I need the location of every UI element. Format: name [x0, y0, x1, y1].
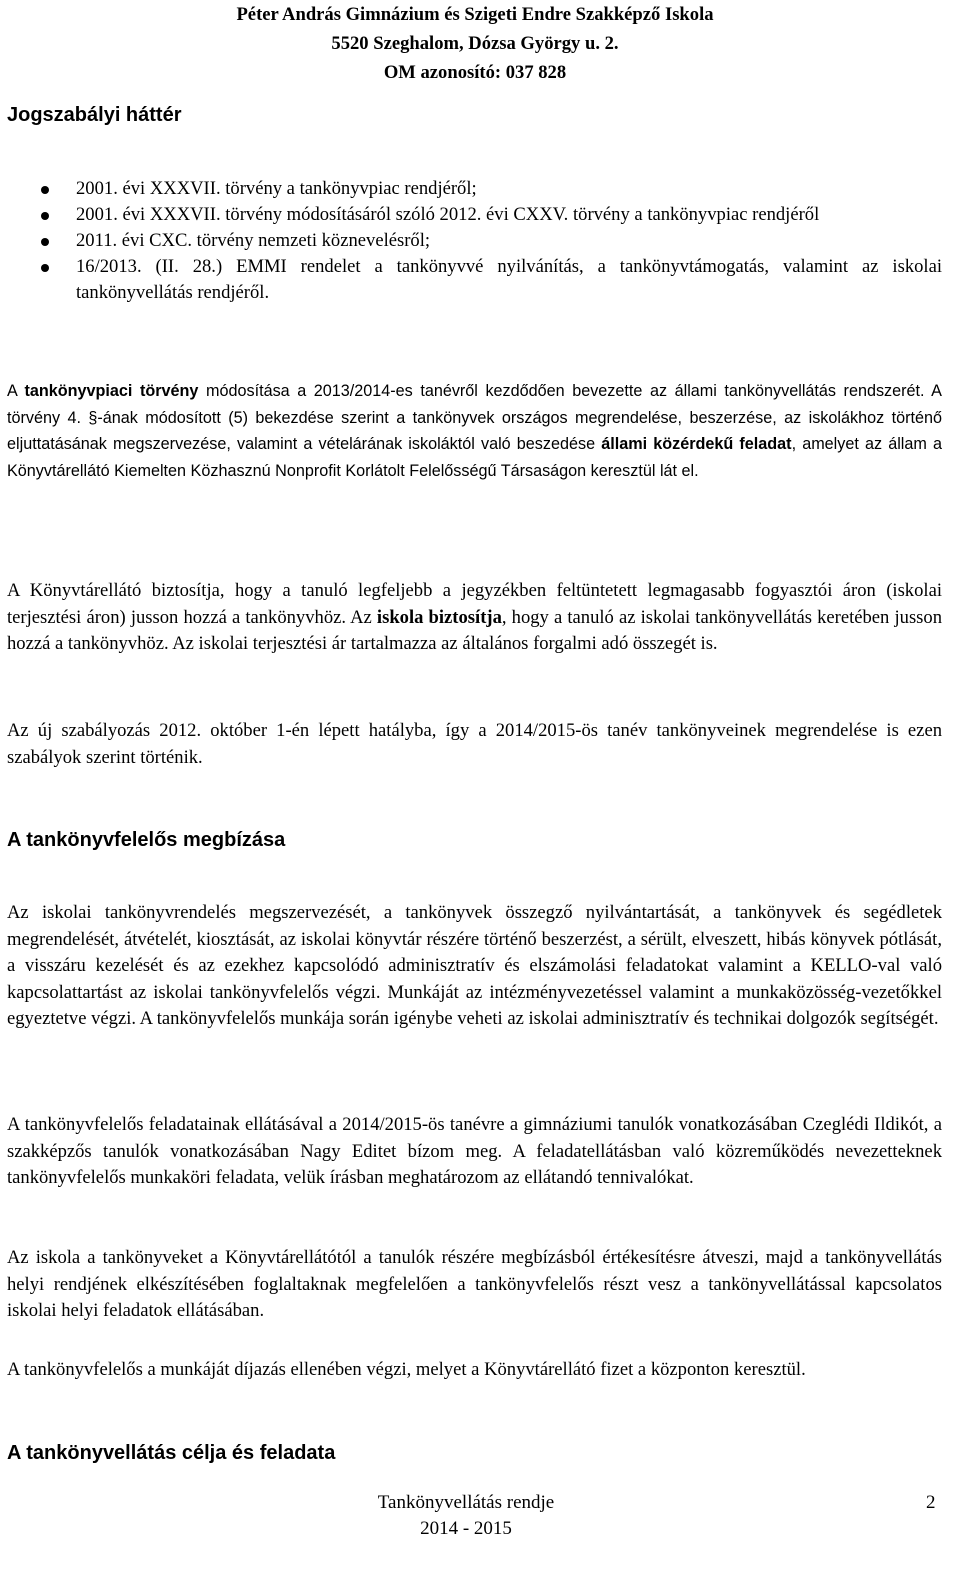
page-number: 2	[926, 1492, 936, 1513]
bullet-icon	[41, 212, 49, 220]
footer-year: 2014 - 2015	[420, 1518, 512, 1539]
list-item: 2001. évi XXXVII. törvény a tankönyvpiac rendjéről;	[7, 176, 942, 202]
paragraph-responsible-2: A tankönyvfelelős feladatainak ellátásával a 2014/2015-ös tanévre a gimnáziumi tanulók vonatkozásában Czeglédi Ildikót, a szakképzős tanulók vonatkozásában Nagy Editet bízom meg. A feladatellátásban való közreműködés nevezetteknek tankönyvfelelős munkaköri feladata, velük írásban meghatározom az ellátandó tennivalókat.	[7, 1114, 942, 1188]
school-name: Péter András Gimnázium és Szigeti Endre Szakképző Iskola	[236, 4, 714, 25]
document-header	[175, 0, 775, 87]
paragraph-responsible-4: A tankönyvfelelős a munkáját díjazás ellenében végzi, melyet a Könyvtárellátó fizet a központon keresztül.	[7, 1359, 806, 1380]
list-item: 2011. évi CXC. törvény nemzeti köznevelésről;	[7, 228, 942, 254]
bullet-icon	[41, 264, 49, 272]
list-item: 2001. évi XXXVII. törvény módosításáról szóló 2012. évi CXXV. törvény a tankönyvpiac rendjéről	[7, 202, 942, 228]
om-id: OM azonosító: 037 828	[383, 62, 567, 83]
page-footer	[350, 1490, 582, 1542]
legal-list	[7, 176, 942, 306]
section-title-responsible: A tankönyvfelelős megbízása	[7, 829, 286, 851]
bullet-icon	[41, 238, 49, 246]
paragraph-provider: A Könyvtárellátó biztosítja, hogy a tanuló legfeljebb a jegyzékben feltüntetett legmagasabb fogyasztói áron (iskolai terjesztési áron) jusson hozzá a tankönyvhöz. Az iskola biztosítja, hogy a tanuló az iskolai tankönyvellátás keretében jusson hozzá a tankönyvhöz. Az iskolai terjesztési ár tartalmazza az általános forgalmi adó összegét is.	[7, 580, 943, 654]
paragraph-regulation: Az új szabályozás 2012. október 1-én lépett hatályba, így a 2014/2015-ös tanév tankönyveinek megrendelése is ezen szabályok szerint történik.	[7, 720, 942, 768]
paragraph-responsible-1: Az iskolai tankönyvrendelés megszervezését, a tankönyvek összegző nyilvántartását, a tankönyvek és segédletek megrendelését, átvételét, kiosztását, az iskolai könyvtár részére történő beszerzést, a sérült, elveszett, hibás könyvek pótlását, a visszáru kezelését és az ezekhez kapcsolódó adminisztratív és elszámolási feladatokat valamint a KELLO-val való kapcsolattartást az iskolai tankönyvfelelős végzi. Munkáját az intézményvezetéssel valamint a munkaközösség-vezetőkkel egyeztetve végzi. A tankönyvfelelős munkája során igénybe veheti az iskolai adminisztratív és technikai dolgozók segítségét.	[7, 902, 942, 1029]
paragraph-law: A tankönyvpiaci törvény módosítása a 2013/2014-es tanévről kezdődően bevezette az állami tankönyvellátás rendszerét. A törvény 4. §-ának módosított (5) bekezdése szerint a tankönyvek országos megrendelése, beszerzése, az iskolákhoz történő eljuttatásának megszervezése, valamint a vételárának iskoláktól való beszedése állami közérdekű feladat, amelyet az állam a Könyvtárellátó Kiemelten Közhasznú Nonprofit Korlátolt Felelősségű Társaságon keresztül lát el.	[7, 382, 942, 480]
footer-title: Tankönyvellátás rendje	[377, 1492, 555, 1513]
paragraph-responsible-3: Az iskola a tankönyveket a Könyvtárellátótól a tanulók részére megbízásból értékesítésre átveszi, majd a tankönyvellátás helyi rendjének elkészítésében foglaltaknak megfelelően a tankönyvfelelős részt vesz a tankönyvellátással kapcsolatos iskolai helyi feladatok ellátásában.	[7, 1247, 942, 1321]
section-title-legal: Jogszabályi háttér	[7, 104, 182, 126]
section-title-goal: A tankönyvellátás célja és feladata	[7, 1442, 336, 1464]
school-address: 5520 Szeghalom, Dózsa György u. 2.	[331, 33, 619, 54]
list-item: 16/2013. (II. 28.) EMMI rendelet a tankönyvvé nyilvánítás, a tankönyvtámogatás, valamint az iskolai tankönyvellátás rendjéről.	[7, 254, 942, 306]
bullet-icon	[41, 186, 49, 194]
